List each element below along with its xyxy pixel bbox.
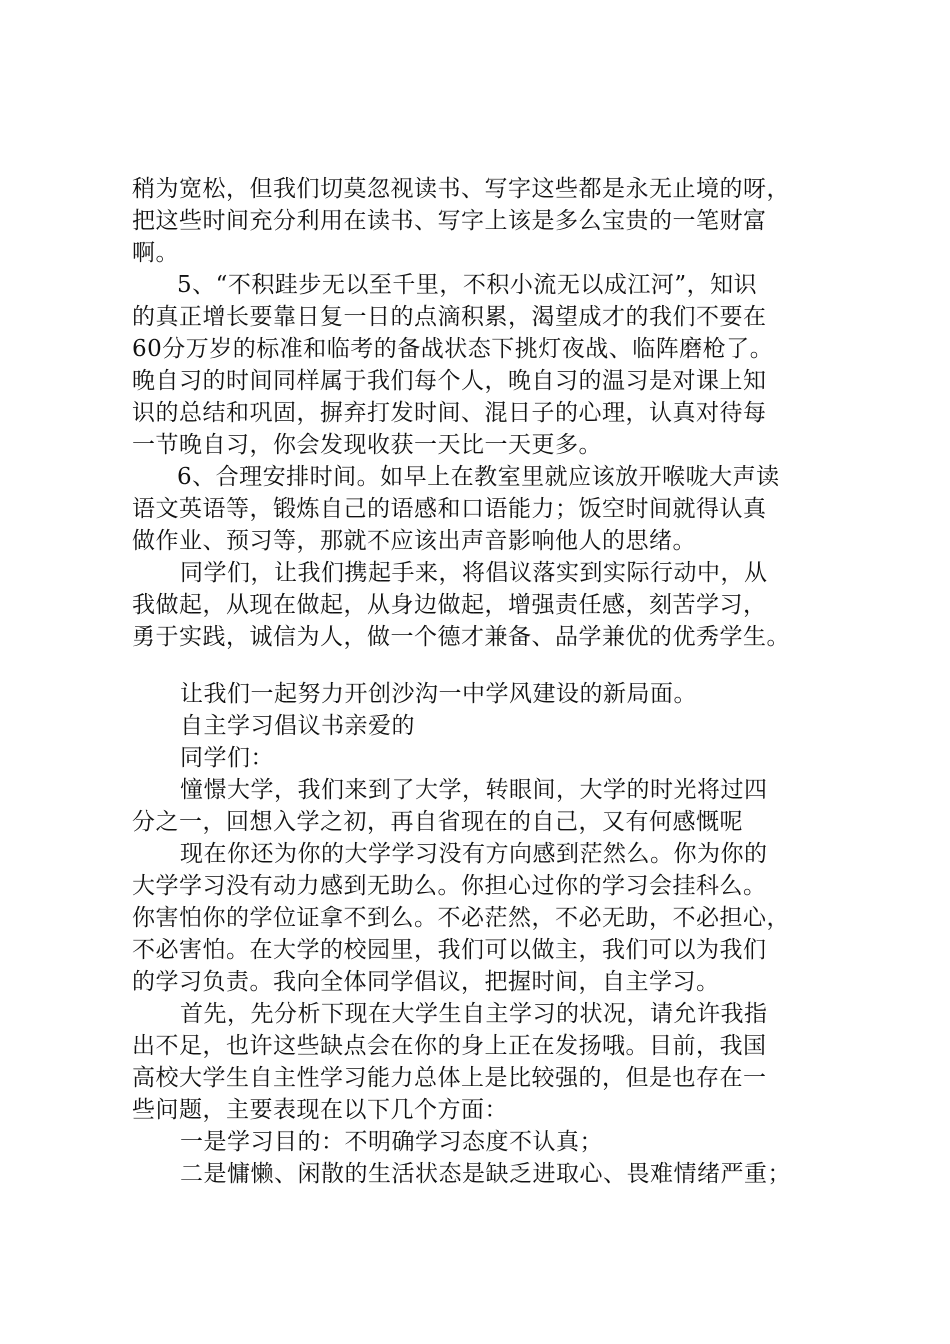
- text-line: 让我们一起努力开创沙沟一中学风建设的新局面。: [180, 681, 697, 707]
- text-line: 大学学习没有动力感到无助么。你担心过你的学习会挂科么。: [132, 873, 767, 899]
- text-line: 我做起，从现在做起，从身边做起，增强责任感，刻苦学习，: [132, 592, 767, 618]
- text-line: 啊。: [132, 240, 179, 266]
- text-line: 二是慵懒、闲散的生活状态是缺乏进取心、畏难情绪严重；: [180, 1161, 791, 1187]
- text-line: 勇于实践，诚信为人，做一个德才兼备、品学兼优的优秀学生。: [132, 624, 790, 650]
- text-line: 出不足，也许这些缺点会在你的身上正在发扬哦。目前，我国: [132, 1033, 767, 1059]
- text-line: 的真正增长要靠日复一日的点滴积累，渴望成才的我们不要在: [132, 304, 767, 330]
- text-line: 稍为宽松，但我们切莫忽视读书、写字这些都是永无止境的呀，: [132, 176, 790, 202]
- text-line: 首先，先分析下现在大学生自主学习的状况，请允许我指: [180, 1001, 768, 1027]
- text-line: 识的总结和巩固，摒弃打发时间、混日子的心理，认真对待每: [132, 400, 767, 426]
- text-line: 现在你还为你的大学学习没有方向感到茫然么。你为你的: [180, 841, 768, 867]
- text-line: 同学们，让我们携起手来，将倡议落实到实际行动中，从: [180, 560, 768, 586]
- salutation-line: 同学们：: [180, 745, 274, 771]
- text-line: 6、合理安排时间。如早上在教室里就应该放开喉咙大声读: [177, 464, 780, 490]
- text-line: 的学习负责。我向全体同学倡议，把握时间，自主学习。: [132, 969, 720, 995]
- text-line: 分之一，回想入学之初，再自省现在的自己，又有何感慨呢: [132, 809, 743, 835]
- text-line: 你害怕你的学位证拿不到么。不必茫然，不必无助，不必担心，: [132, 905, 790, 931]
- text-line: 晚自习的时间同样属于我们每个人，晚自习的温习是对课上知: [132, 368, 767, 394]
- text-line: 一节晚自习，你会发现收获一天比一天更多。: [132, 432, 602, 458]
- text-line: 语文英语等，锻炼自己的语感和口语能力；饭空时间就得认真: [132, 496, 767, 522]
- text-line: 5、“不积跬步无以至千里，不积小流无以成江河”，知识: [177, 272, 758, 298]
- text-line: 把这些时间充分利用在读书、写字上该是多么宝贵的一笔财富: [132, 208, 767, 234]
- text-line: 不必害怕。在大学的校园里，我们可以做主，我们可以为我们: [132, 937, 767, 963]
- heading-line: 自主学习倡议书亲爱的: [180, 713, 415, 739]
- text-line: 高校大学生自主性学习能力总体上是比较强的，但是也存在一: [132, 1065, 767, 1091]
- text-line: 憧憬大学，我们来到了大学，转眼间，大学的时光将过四: [180, 777, 768, 803]
- text-line: 些问题，主要表现在以下几个方面：: [132, 1097, 508, 1123]
- text-line: 做作业、预习等，那就不应该出声音影响他人的思绪。: [132, 528, 696, 554]
- text-line: 一是学习目的：不明确学习态度不认真；: [180, 1129, 603, 1155]
- text-line: 60分万岁的标准和临考的备战状态下挑灯夜战、临阵磨枪了。: [132, 336, 774, 362]
